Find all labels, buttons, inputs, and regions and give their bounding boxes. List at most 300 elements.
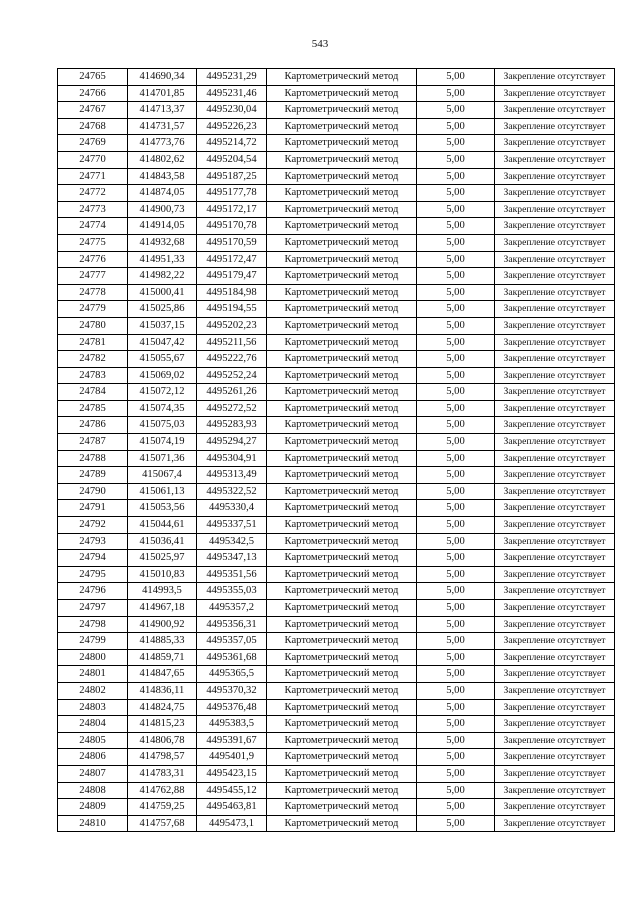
point-number-cell: 24766 xyxy=(58,85,128,102)
y-coordinate-cell: 4495365,5 xyxy=(197,666,267,683)
method-cell: Картометрический метод xyxy=(267,334,417,351)
precision-cell: 5,00 xyxy=(417,284,495,301)
fixing-description-cell: Закрепление отсутствует xyxy=(495,317,615,334)
table-row xyxy=(58,351,615,368)
table-row xyxy=(58,815,615,832)
precision-cell: 5,00 xyxy=(417,533,495,550)
fixing-description-cell: Закрепление отсутствует xyxy=(495,218,615,235)
point-number-cell: 24780 xyxy=(58,317,128,334)
point-number-cell: 24800 xyxy=(58,649,128,666)
x-coordinate-cell: 415061,13 xyxy=(128,483,197,500)
point-number-cell: 24795 xyxy=(58,566,128,583)
table-row xyxy=(58,799,615,816)
point-number-cell: 24770 xyxy=(58,151,128,168)
y-coordinate-cell: 4495261,26 xyxy=(197,384,267,401)
y-coordinate-cell: 4495172,17 xyxy=(197,201,267,218)
x-coordinate-cell: 414701,85 xyxy=(128,85,197,102)
table-row xyxy=(58,682,615,699)
point-number-cell: 24786 xyxy=(58,417,128,434)
point-number-cell: 24802 xyxy=(58,682,128,699)
y-coordinate-cell: 4495177,78 xyxy=(197,185,267,202)
fixing-description-cell: Закрепление отсутствует xyxy=(495,467,615,484)
precision-cell: 5,00 xyxy=(417,732,495,749)
precision-cell: 5,00 xyxy=(417,450,495,467)
fixing-description-cell: Закрепление отсутствует xyxy=(495,69,615,86)
x-coordinate-cell: 415036,41 xyxy=(128,533,197,550)
x-coordinate-cell: 414836,11 xyxy=(128,682,197,699)
x-coordinate-cell: 414798,57 xyxy=(128,749,197,766)
method-cell: Картометрический метод xyxy=(267,450,417,467)
y-coordinate-cell: 4495226,23 xyxy=(197,118,267,135)
y-coordinate-cell: 4495330,4 xyxy=(197,500,267,517)
method-cell: Картометрический метод xyxy=(267,732,417,749)
fixing-description-cell: Закрепление отсутствует xyxy=(495,765,615,782)
precision-cell: 5,00 xyxy=(417,517,495,534)
x-coordinate-cell: 414773,76 xyxy=(128,135,197,152)
point-number-cell: 24769 xyxy=(58,135,128,152)
y-coordinate-cell: 4495179,47 xyxy=(197,268,267,285)
x-coordinate-cell: 414967,18 xyxy=(128,600,197,617)
x-coordinate-cell: 415037,15 xyxy=(128,317,197,334)
table-row xyxy=(58,467,615,484)
x-coordinate-cell: 414731,57 xyxy=(128,118,197,135)
method-cell: Картометрический метод xyxy=(267,168,417,185)
x-coordinate-cell: 415000,41 xyxy=(128,284,197,301)
x-coordinate-cell: 415074,35 xyxy=(128,400,197,417)
method-cell: Картометрический метод xyxy=(267,185,417,202)
y-coordinate-cell: 4495272,52 xyxy=(197,400,267,417)
precision-cell: 5,00 xyxy=(417,268,495,285)
point-number-cell: 24799 xyxy=(58,633,128,650)
method-cell: Картометрический метод xyxy=(267,434,417,451)
method-cell: Картометрический метод xyxy=(267,682,417,699)
point-number-cell: 24768 xyxy=(58,118,128,135)
y-coordinate-cell: 4495313,49 xyxy=(197,467,267,484)
table-row xyxy=(58,434,615,451)
coordinates-table xyxy=(57,68,615,832)
x-coordinate-cell: 414815,23 xyxy=(128,716,197,733)
precision-cell: 5,00 xyxy=(417,782,495,799)
precision-cell: 5,00 xyxy=(417,367,495,384)
x-coordinate-cell: 414932,68 xyxy=(128,234,197,251)
fixing-description-cell: Закрепление отсутствует xyxy=(495,85,615,102)
point-number-cell: 24776 xyxy=(58,251,128,268)
point-number-cell: 24809 xyxy=(58,799,128,816)
point-number-cell: 24765 xyxy=(58,69,128,86)
fixing-description-cell: Закрепление отсутствует xyxy=(495,400,615,417)
method-cell: Картометрический метод xyxy=(267,400,417,417)
fixing-description-cell: Закрепление отсутствует xyxy=(495,483,615,500)
y-coordinate-cell: 4495473,1 xyxy=(197,815,267,832)
y-coordinate-cell: 4495214,72 xyxy=(197,135,267,152)
x-coordinate-cell: 415010,83 xyxy=(128,566,197,583)
method-cell: Картометрический метод xyxy=(267,417,417,434)
precision-cell: 5,00 xyxy=(417,301,495,318)
method-cell: Картометрический метод xyxy=(267,284,417,301)
x-coordinate-cell: 414982,22 xyxy=(128,268,197,285)
precision-cell: 5,00 xyxy=(417,69,495,86)
y-coordinate-cell: 4495170,78 xyxy=(197,218,267,235)
table-row xyxy=(58,616,615,633)
point-number-cell: 24767 xyxy=(58,102,128,119)
fixing-description-cell: Закрепление отсутствует xyxy=(495,135,615,152)
precision-cell: 5,00 xyxy=(417,467,495,484)
point-number-cell: 24792 xyxy=(58,517,128,534)
y-coordinate-cell: 4495294,27 xyxy=(197,434,267,451)
point-number-cell: 24801 xyxy=(58,666,128,683)
x-coordinate-cell: 414900,92 xyxy=(128,616,197,633)
x-coordinate-cell: 414859,71 xyxy=(128,649,197,666)
x-coordinate-cell: 415047,42 xyxy=(128,334,197,351)
table-row xyxy=(58,284,615,301)
fixing-description-cell: Закрепление отсутствует xyxy=(495,151,615,168)
x-coordinate-cell: 414757,68 xyxy=(128,815,197,832)
method-cell: Картометрический метод xyxy=(267,583,417,600)
method-cell: Картометрический метод xyxy=(267,367,417,384)
table-row xyxy=(58,218,615,235)
table-row xyxy=(58,268,615,285)
precision-cell: 5,00 xyxy=(417,500,495,517)
precision-cell: 5,00 xyxy=(417,765,495,782)
fixing-description-cell: Закрепление отсутствует xyxy=(495,649,615,666)
y-coordinate-cell: 4495184,98 xyxy=(197,284,267,301)
y-coordinate-cell: 4495322,52 xyxy=(197,483,267,500)
point-number-cell: 24785 xyxy=(58,400,128,417)
precision-cell: 5,00 xyxy=(417,102,495,119)
table-row xyxy=(58,417,615,434)
precision-cell: 5,00 xyxy=(417,616,495,633)
point-number-cell: 24797 xyxy=(58,600,128,617)
table-row xyxy=(58,85,615,102)
page-number: 543 xyxy=(311,38,329,50)
fixing-description-cell: Закрепление отсутствует xyxy=(495,500,615,517)
precision-cell: 5,00 xyxy=(417,434,495,451)
method-cell: Картометрический метод xyxy=(267,234,417,251)
fixing-description-cell: Закрепление отсутствует xyxy=(495,185,615,202)
point-number-cell: 24781 xyxy=(58,334,128,351)
y-coordinate-cell: 4495304,91 xyxy=(197,450,267,467)
precision-cell: 5,00 xyxy=(417,334,495,351)
y-coordinate-cell: 4495194,55 xyxy=(197,301,267,318)
x-coordinate-cell: 414874,05 xyxy=(128,185,197,202)
method-cell: Картометрический метод xyxy=(267,550,417,567)
precision-cell: 5,00 xyxy=(417,649,495,666)
x-coordinate-cell: 414900,73 xyxy=(128,201,197,218)
y-coordinate-cell: 4495202,23 xyxy=(197,317,267,334)
method-cell: Картометрический метод xyxy=(267,749,417,766)
precision-cell: 5,00 xyxy=(417,168,495,185)
fixing-description-cell: Закрепление отсутствует xyxy=(495,716,615,733)
fixing-description-cell: Закрепление отсутствует xyxy=(495,251,615,268)
fixing-description-cell: Закрепление отсутствует xyxy=(495,682,615,699)
y-coordinate-cell: 4495463,81 xyxy=(197,799,267,816)
point-number-cell: 24773 xyxy=(58,201,128,218)
precision-cell: 5,00 xyxy=(417,633,495,650)
x-coordinate-cell: 414847,65 xyxy=(128,666,197,683)
point-number-cell: 24793 xyxy=(58,533,128,550)
table-row xyxy=(58,301,615,318)
y-coordinate-cell: 4495187,25 xyxy=(197,168,267,185)
y-coordinate-cell: 4495211,56 xyxy=(197,334,267,351)
fixing-description-cell: Закрепление отсутствует xyxy=(495,301,615,318)
table-row xyxy=(58,699,615,716)
table-row xyxy=(58,649,615,666)
y-coordinate-cell: 4495455,12 xyxy=(197,782,267,799)
table-row xyxy=(58,185,615,202)
point-number-cell: 24771 xyxy=(58,168,128,185)
method-cell: Картометрический метод xyxy=(267,301,417,318)
y-coordinate-cell: 4495355,03 xyxy=(197,583,267,600)
x-coordinate-cell: 415025,86 xyxy=(128,301,197,318)
method-cell: Картометрический метод xyxy=(267,815,417,832)
fixing-description-cell: Закрепление отсутствует xyxy=(495,384,615,401)
method-cell: Картометрический метод xyxy=(267,85,417,102)
method-cell: Картометрический метод xyxy=(267,467,417,484)
point-number-cell: 24791 xyxy=(58,500,128,517)
method-cell: Картометрический метод xyxy=(267,716,417,733)
y-coordinate-cell: 4495283,93 xyxy=(197,417,267,434)
table-row xyxy=(58,633,615,650)
precision-cell: 5,00 xyxy=(417,201,495,218)
method-cell: Картометрический метод xyxy=(267,600,417,617)
precision-cell: 5,00 xyxy=(417,151,495,168)
method-cell: Картометрический метод xyxy=(267,201,417,218)
method-cell: Картометрический метод xyxy=(267,699,417,716)
x-coordinate-cell: 415075,03 xyxy=(128,417,197,434)
fixing-description-cell: Закрепление отсутствует xyxy=(495,234,615,251)
table-row xyxy=(58,384,615,401)
method-cell: Картометрический метод xyxy=(267,135,417,152)
precision-cell: 5,00 xyxy=(417,135,495,152)
x-coordinate-cell: 415067,4 xyxy=(128,467,197,484)
y-coordinate-cell: 4495356,31 xyxy=(197,616,267,633)
method-cell: Картометрический метод xyxy=(267,118,417,135)
point-number-cell: 24784 xyxy=(58,384,128,401)
table-row xyxy=(58,151,615,168)
fixing-description-cell: Закрепление отсутствует xyxy=(495,118,615,135)
point-number-cell: 24783 xyxy=(58,367,128,384)
table-row xyxy=(58,765,615,782)
table-row xyxy=(58,666,615,683)
method-cell: Картометрический метод xyxy=(267,500,417,517)
y-coordinate-cell: 4495361,68 xyxy=(197,649,267,666)
precision-cell: 5,00 xyxy=(417,351,495,368)
point-number-cell: 24778 xyxy=(58,284,128,301)
point-number-cell: 24782 xyxy=(58,351,128,368)
fixing-description-cell: Закрепление отсутствует xyxy=(495,268,615,285)
x-coordinate-cell: 414713,37 xyxy=(128,102,197,119)
table-row xyxy=(58,550,615,567)
x-coordinate-cell: 414806,78 xyxy=(128,732,197,749)
point-number-cell: 24807 xyxy=(58,765,128,782)
table-row xyxy=(58,716,615,733)
precision-cell: 5,00 xyxy=(417,815,495,832)
fixing-description-cell: Закрепление отсутствует xyxy=(495,749,615,766)
table-row xyxy=(58,251,615,268)
table-row xyxy=(58,334,615,351)
fixing-description-cell: Закрепление отсутствует xyxy=(495,699,615,716)
fixing-description-cell: Закрепление отсутствует xyxy=(495,168,615,185)
fixing-description-cell: Закрепление отсутствует xyxy=(495,633,615,650)
point-number-cell: 24806 xyxy=(58,749,128,766)
x-coordinate-cell: 415025,97 xyxy=(128,550,197,567)
table-row xyxy=(58,135,615,152)
x-coordinate-cell: 414993,5 xyxy=(128,583,197,600)
fixing-description-cell: Закрепление отсутствует xyxy=(495,550,615,567)
table-row xyxy=(58,317,615,334)
x-coordinate-cell: 415069,02 xyxy=(128,367,197,384)
method-cell: Картометрический метод xyxy=(267,799,417,816)
y-coordinate-cell: 4495170,59 xyxy=(197,234,267,251)
point-number-cell: 24788 xyxy=(58,450,128,467)
table-row xyxy=(58,201,615,218)
coordinates-table-body xyxy=(58,69,615,832)
precision-cell: 5,00 xyxy=(417,682,495,699)
precision-cell: 5,00 xyxy=(417,400,495,417)
precision-cell: 5,00 xyxy=(417,550,495,567)
point-number-cell: 24774 xyxy=(58,218,128,235)
x-coordinate-cell: 414951,33 xyxy=(128,251,197,268)
table-row xyxy=(58,583,615,600)
precision-cell: 5,00 xyxy=(417,716,495,733)
table-row xyxy=(58,118,615,135)
fixing-description-cell: Закрепление отсутствует xyxy=(495,284,615,301)
x-coordinate-cell: 414885,33 xyxy=(128,633,197,650)
y-coordinate-cell: 4495351,56 xyxy=(197,566,267,583)
precision-cell: 5,00 xyxy=(417,118,495,135)
fixing-description-cell: Закрепление отсутствует xyxy=(495,815,615,832)
point-number-cell: 24804 xyxy=(58,716,128,733)
y-coordinate-cell: 4495357,2 xyxy=(197,600,267,617)
table-row xyxy=(58,782,615,799)
y-coordinate-cell: 4495342,5 xyxy=(197,533,267,550)
x-coordinate-cell: 415071,36 xyxy=(128,450,197,467)
table-row xyxy=(58,500,615,517)
method-cell: Картометрический метод xyxy=(267,218,417,235)
table-row xyxy=(58,69,615,86)
y-coordinate-cell: 4495337,51 xyxy=(197,517,267,534)
precision-cell: 5,00 xyxy=(417,666,495,683)
fixing-description-cell: Закрепление отсутствует xyxy=(495,782,615,799)
precision-cell: 5,00 xyxy=(417,749,495,766)
point-number-cell: 24794 xyxy=(58,550,128,567)
fixing-description-cell: Закрепление отсутствует xyxy=(495,201,615,218)
precision-cell: 5,00 xyxy=(417,218,495,235)
point-number-cell: 24808 xyxy=(58,782,128,799)
precision-cell: 5,00 xyxy=(417,799,495,816)
method-cell: Картометрический метод xyxy=(267,251,417,268)
table-row xyxy=(58,400,615,417)
x-coordinate-cell: 414783,31 xyxy=(128,765,197,782)
method-cell: Картометрический метод xyxy=(267,151,417,168)
x-coordinate-cell: 414914,05 xyxy=(128,218,197,235)
x-coordinate-cell: 414802,62 xyxy=(128,151,197,168)
table-row xyxy=(58,234,615,251)
method-cell: Картометрический метод xyxy=(267,649,417,666)
y-coordinate-cell: 4495383,5 xyxy=(197,716,267,733)
precision-cell: 5,00 xyxy=(417,251,495,268)
method-cell: Картометрический метод xyxy=(267,666,417,683)
table-row xyxy=(58,367,615,384)
point-number-cell: 24803 xyxy=(58,699,128,716)
fixing-description-cell: Закрепление отсутствует xyxy=(495,450,615,467)
precision-cell: 5,00 xyxy=(417,317,495,334)
method-cell: Картометрический метод xyxy=(267,317,417,334)
fixing-description-cell: Закрепление отсутствует xyxy=(495,533,615,550)
y-coordinate-cell: 4495370,32 xyxy=(197,682,267,699)
y-coordinate-cell: 4495172,47 xyxy=(197,251,267,268)
point-number-cell: 24796 xyxy=(58,583,128,600)
y-coordinate-cell: 4495204,54 xyxy=(197,151,267,168)
method-cell: Картометрический метод xyxy=(267,765,417,782)
table-row xyxy=(58,102,615,119)
method-cell: Картометрический метод xyxy=(267,566,417,583)
fixing-description-cell: Закрепление отсутствует xyxy=(495,600,615,617)
precision-cell: 5,00 xyxy=(417,699,495,716)
precision-cell: 5,00 xyxy=(417,85,495,102)
fixing-description-cell: Закрепление отсутствует xyxy=(495,616,615,633)
point-number-cell: 24798 xyxy=(58,616,128,633)
y-coordinate-cell: 4495231,46 xyxy=(197,85,267,102)
method-cell: Картометрический метод xyxy=(267,102,417,119)
x-coordinate-cell: 415074,19 xyxy=(128,434,197,451)
y-coordinate-cell: 4495252,24 xyxy=(197,367,267,384)
point-number-cell: 24772 xyxy=(58,185,128,202)
fixing-description-cell: Закрепление отсутствует xyxy=(495,334,615,351)
fixing-description-cell: Закрепление отсутствует xyxy=(495,434,615,451)
method-cell: Картометрический метод xyxy=(267,268,417,285)
precision-cell: 5,00 xyxy=(417,600,495,617)
fixing-description-cell: Закрепление отсутствует xyxy=(495,367,615,384)
method-cell: Картометрический метод xyxy=(267,351,417,368)
point-number-cell: 24789 xyxy=(58,467,128,484)
fixing-description-cell: Закрепление отсутствует xyxy=(495,102,615,119)
table-row xyxy=(58,732,615,749)
point-number-cell: 24790 xyxy=(58,483,128,500)
precision-cell: 5,00 xyxy=(417,566,495,583)
y-coordinate-cell: 4495347,13 xyxy=(197,550,267,567)
table-row xyxy=(58,749,615,766)
table-row xyxy=(58,533,615,550)
method-cell: Картометрический метод xyxy=(267,616,417,633)
fixing-description-cell: Закрепление отсутствует xyxy=(495,583,615,600)
y-coordinate-cell: 4495231,29 xyxy=(197,69,267,86)
fixing-description-cell: Закрепление отсутствует xyxy=(495,666,615,683)
precision-cell: 5,00 xyxy=(417,583,495,600)
point-number-cell: 24777 xyxy=(58,268,128,285)
method-cell: Картометрический метод xyxy=(267,633,417,650)
x-coordinate-cell: 415044,61 xyxy=(128,517,197,534)
method-cell: Картометрический метод xyxy=(267,782,417,799)
method-cell: Картометрический метод xyxy=(267,483,417,500)
fixing-description-cell: Закрепление отсутствует xyxy=(495,566,615,583)
point-number-cell: 24779 xyxy=(58,301,128,318)
x-coordinate-cell: 414762,88 xyxy=(128,782,197,799)
table-row xyxy=(58,450,615,467)
point-number-cell: 24775 xyxy=(58,234,128,251)
point-number-cell: 24805 xyxy=(58,732,128,749)
method-cell: Картометрический метод xyxy=(267,69,417,86)
fixing-description-cell: Закрепление отсутствует xyxy=(495,799,615,816)
y-coordinate-cell: 4495391,67 xyxy=(197,732,267,749)
y-coordinate-cell: 4495230,04 xyxy=(197,102,267,119)
fixing-description-cell: Закрепление отсутствует xyxy=(495,351,615,368)
table-row xyxy=(58,517,615,534)
precision-cell: 5,00 xyxy=(417,384,495,401)
point-number-cell: 24810 xyxy=(58,815,128,832)
precision-cell: 5,00 xyxy=(417,417,495,434)
method-cell: Картометрический метод xyxy=(267,517,417,534)
